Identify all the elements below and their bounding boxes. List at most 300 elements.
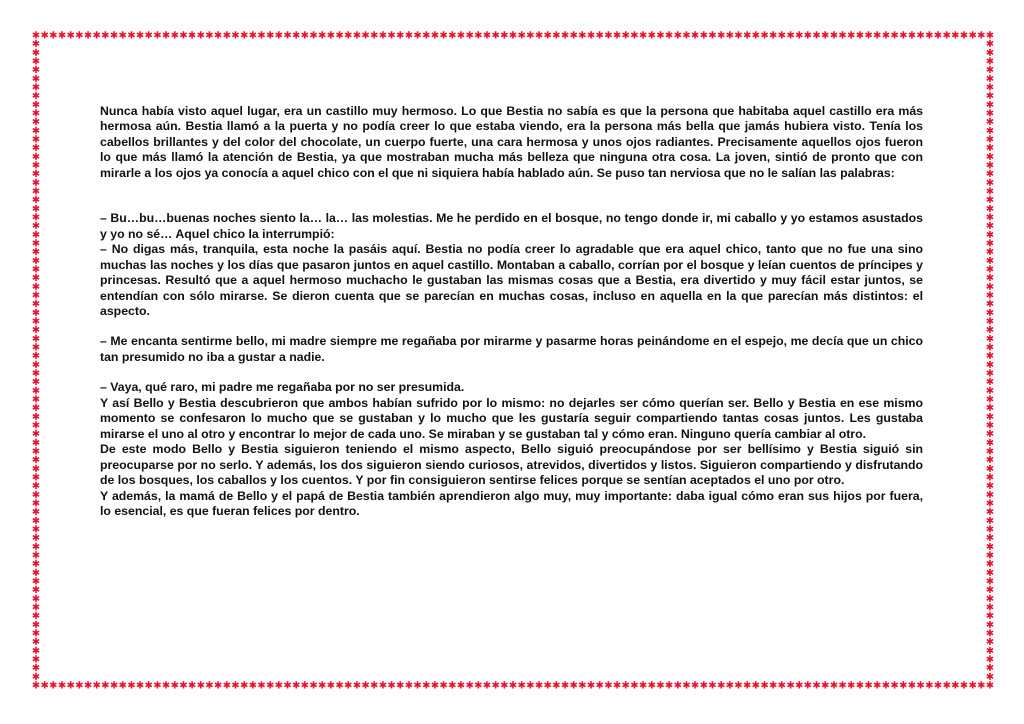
border-star-icon: ✱: [31, 515, 41, 527]
border-star-icon: ✱: [31, 325, 41, 337]
border-star-icon: ✱: [413, 30, 422, 42]
border-star-icon: ✱: [196, 30, 205, 42]
border-star-icon: ✱: [31, 368, 41, 380]
border-star-icon: ✱: [49, 30, 58, 42]
border-star-icon: ✱: [838, 30, 847, 42]
paragraph-spacer: [100, 181, 923, 211]
border-star-icon: ✱: [135, 680, 145, 692]
border-star-icon: ✱: [716, 30, 726, 42]
border-star-icon: ✱: [101, 680, 110, 692]
border-star-icon: ✱: [31, 507, 41, 519]
border-star-icon: ✱: [31, 403, 41, 415]
border-star-icon: ✱: [213, 30, 223, 42]
border-star-icon: ✱: [31, 680, 41, 692]
border-star-icon: ✱: [31, 151, 41, 163]
border-star-icon: ✱: [239, 30, 249, 42]
border-star-icon: ✱: [933, 30, 943, 42]
border-star-icon: ✱: [257, 30, 266, 42]
border-star-icon: ✱: [144, 680, 153, 692]
border-star-icon: ✱: [985, 671, 995, 683]
border-star-icon: ✱: [66, 30, 75, 42]
border-star-icon: ✱: [482, 30, 492, 42]
border-star-icon: ✱: [153, 680, 162, 692]
border-star-icon: ✱: [404, 30, 414, 42]
border-star-icon: ✱: [985, 342, 995, 354]
border-star-icon: ✱: [170, 30, 179, 42]
border-star-icon: ✱: [612, 30, 622, 42]
border-star-icon: ✱: [725, 30, 735, 42]
border-star-icon: ✱: [656, 30, 665, 42]
border-star-icon: ✱: [31, 602, 41, 614]
border-star-icon: ✱: [855, 30, 865, 42]
border-star-icon: ✱: [31, 671, 41, 683]
border-star-icon: ✱: [985, 680, 995, 692]
border-star-icon: ✱: [985, 186, 995, 198]
border-star-icon: ✱: [335, 680, 344, 692]
border-star-icon: ✱: [31, 394, 41, 406]
border-star-icon: ✱: [300, 30, 310, 42]
border-star-icon: ✱: [734, 680, 743, 692]
border-star-icon: ✱: [474, 680, 483, 692]
border-star-icon: ✱: [318, 680, 327, 692]
border-star-icon: ✱: [985, 472, 995, 484]
border-star-icon: ✱: [664, 680, 674, 692]
border-star-icon: ✱: [378, 30, 388, 42]
border-star-icon: ✱: [768, 680, 778, 692]
border-star-icon: ✱: [803, 680, 813, 692]
border-star-icon: ✱: [31, 628, 41, 640]
border-star-icon: ✱: [985, 446, 995, 458]
border-star-icon: ✱: [31, 47, 41, 59]
border-star-icon: ✱: [31, 212, 41, 224]
border-star-icon: ✱: [526, 680, 535, 692]
border-star-icon: ✱: [31, 498, 41, 510]
border-star-icon: ✱: [595, 30, 604, 42]
border-star-icon: ✱: [985, 273, 995, 285]
border-star-icon: ✱: [92, 30, 101, 42]
border-star-icon: ✱: [985, 559, 995, 571]
border-star-icon: ✱: [985, 550, 995, 562]
border-star-icon: ✱: [31, 585, 41, 597]
border-star-icon: ✱: [31, 169, 41, 181]
border-star-icon: ✱: [586, 680, 596, 692]
border-star-icon: ✱: [31, 619, 41, 631]
border-star-icon: ✱: [31, 533, 41, 545]
border-star-icon: ✱: [881, 30, 891, 42]
border-star-icon: ✱: [716, 680, 726, 692]
border-star-icon: ✱: [31, 333, 41, 345]
border-star-icon: ✱: [31, 281, 41, 293]
border-star-icon: ✱: [985, 611, 995, 623]
border-star-icon: ✱: [985, 255, 995, 267]
border-star-icon: ✱: [344, 30, 353, 42]
border-star-icon: ✱: [647, 680, 656, 692]
border-star-icon: ✱: [985, 151, 995, 163]
border-star-icon: ✱: [309, 30, 318, 42]
border-star-icon: ✱: [890, 30, 899, 42]
border-star-icon: ✱: [31, 273, 41, 285]
border-star-icon: ✱: [387, 30, 396, 42]
border-star-icon: ✱: [578, 680, 587, 692]
border-star-icon: ✱: [847, 30, 856, 42]
border-star-icon: ✱: [985, 39, 995, 51]
border-star-icon: ✱: [899, 30, 908, 42]
border-star-icon: ✱: [430, 30, 440, 42]
border-star-icon: ✱: [309, 680, 318, 692]
border-star-icon: ✱: [985, 368, 995, 380]
border-star-icon: ✱: [31, 637, 41, 649]
border-star-icon: ✱: [985, 385, 995, 397]
border-star-icon: ✱: [179, 30, 188, 42]
border-star-icon: ✱: [179, 680, 188, 692]
border-star-icon: ✱: [49, 680, 58, 692]
border-star-icon: ✱: [222, 680, 231, 692]
border-star-icon: ✱: [31, 299, 41, 311]
paragraph-spacer: [100, 319, 923, 334]
border-star-icon: ✱: [396, 680, 405, 692]
border-star-icon: ✱: [31, 195, 41, 207]
border-star-icon: ✱: [222, 30, 231, 42]
border-star-icon: ✱: [899, 680, 908, 692]
border-star-icon: ✱: [985, 73, 995, 85]
border-star-icon: ✱: [621, 30, 630, 42]
border-star-icon: ✱: [812, 30, 821, 42]
border-star-icon: ✱: [985, 177, 995, 189]
border-star-icon: ✱: [951, 680, 960, 692]
border-star-icon: ✱: [31, 229, 41, 241]
border-star-icon: ✱: [985, 654, 995, 666]
border-star-icon: ✱: [517, 680, 526, 692]
border-star-icon: ✱: [586, 30, 596, 42]
border-star-icon: ✱: [985, 515, 995, 527]
border-star-icon: ✱: [985, 403, 995, 415]
border-star-icon: ✱: [248, 680, 258, 692]
border-star-icon: ✱: [31, 463, 41, 475]
border-star-icon: ✱: [153, 30, 162, 42]
border-star-icon: ✱: [638, 30, 648, 42]
border-star-icon: ✱: [265, 30, 275, 42]
border-star-icon: ✱: [985, 56, 995, 68]
border-star-icon: ✱: [925, 30, 934, 42]
border-star-icon: ✱: [291, 30, 301, 42]
border-star-icon: ✱: [751, 680, 761, 692]
border-star-icon: ✱: [318, 30, 327, 42]
border-star-icon: ✱: [439, 680, 448, 692]
border-star-icon: ✱: [404, 680, 414, 692]
border-star-icon: ✱: [985, 507, 995, 519]
border-star-icon: ✱: [985, 143, 995, 155]
border-star-icon: ✱: [326, 30, 336, 42]
border-star-icon: ✱: [248, 30, 258, 42]
border-star-icon: ✱: [664, 30, 674, 42]
border-star-icon: ✱: [951, 30, 960, 42]
border-star-icon: ✱: [829, 30, 839, 42]
border-star-icon: ✱: [907, 30, 917, 42]
border-star-icon: ✱: [491, 680, 500, 692]
border-star-icon: ✱: [907, 680, 917, 692]
border-star-icon: ✱: [31, 420, 41, 432]
border-star-icon: ✱: [838, 680, 847, 692]
border-star-icon: ✱: [31, 125, 41, 137]
border-star-icon: ✱: [500, 30, 509, 42]
border-star-icon: ✱: [40, 680, 49, 692]
border-star-icon: ✱: [985, 125, 995, 137]
border-star-icon: ✱: [370, 30, 379, 42]
border-star-icon: ✱: [439, 30, 448, 42]
border-star-icon: ✱: [283, 30, 292, 42]
border-star-icon: ✱: [231, 30, 240, 42]
border-star-icon: ✱: [985, 394, 995, 406]
border-star-icon: ✱: [760, 680, 769, 692]
border-star-icon: ✱: [57, 680, 67, 692]
border-star-icon: ✱: [482, 680, 492, 692]
border-star-icon: ✱: [621, 680, 630, 692]
border-star-icon: ✱: [985, 117, 995, 129]
border-star-icon: ✱: [396, 30, 405, 42]
border-star-icon: ✱: [630, 30, 639, 42]
border-star-icon: ✱: [161, 680, 171, 692]
border-star-icon: ✱: [985, 195, 995, 207]
border-star-icon: ✱: [118, 680, 127, 692]
border-star-icon: ✱: [630, 680, 639, 692]
border-star-icon: ✱: [231, 680, 240, 692]
border-star-icon: ✱: [109, 30, 119, 42]
paragraph-parents-lesson: Y además, la mamá de Bello y el papá de Bestia también aprendieron algo muy, muy importante: daba igual cómo eran sus hijos por fuera, lo esencial, es que fueran felices por dentro.: [100, 488, 923, 518]
border-star-icon: ✱: [985, 30, 995, 42]
border-star-icon: ✱: [31, 654, 41, 666]
border-star-icon: ✱: [985, 420, 995, 432]
paragraph-greeting-dialogue: – Bu…bu…buenas noches siento la… la… las molestias. Me he perdido en el bosque, no tengo donde ir, mi caballo y yo estamos asustados y yo no sé… Aquel chico la interrumpió:: [100, 211, 923, 241]
border-star-icon: ✱: [881, 680, 891, 692]
border-star-icon: ✱: [31, 611, 41, 623]
border-star-icon: ✱: [31, 550, 41, 562]
border-star-icon: ✱: [985, 91, 995, 103]
border-star-icon: ✱: [942, 680, 951, 692]
border-star-icon: ✱: [977, 680, 986, 692]
border-star-icon: ✱: [75, 30, 84, 42]
border-star-icon: ✱: [31, 65, 41, 77]
border-star-icon: ✱: [821, 680, 830, 692]
border-star-icon: ✱: [534, 680, 544, 692]
border-star-icon: ✱: [57, 30, 67, 42]
border-star-icon: ✱: [985, 533, 995, 545]
border-star-icon: ✱: [31, 541, 41, 553]
border-star-icon: ✱: [925, 680, 934, 692]
border-star-icon: ✱: [985, 47, 995, 59]
border-star-icon: ✱: [239, 680, 249, 692]
border-star-icon: ✱: [734, 30, 743, 42]
border-star-icon: ✱: [31, 39, 41, 51]
border-star-icon: ✱: [31, 99, 41, 111]
border-star-icon: ✱: [31, 82, 41, 94]
border-star-icon: ✱: [560, 30, 570, 42]
border-star-icon: ✱: [708, 680, 717, 692]
border-star-icon: ✱: [933, 680, 943, 692]
border-star-icon: ✱: [352, 680, 362, 692]
border-star-icon: ✱: [985, 481, 995, 493]
border-star-icon: ✱: [31, 117, 41, 129]
border-star-icon: ✱: [985, 229, 995, 241]
border-star-icon: ✱: [118, 30, 127, 42]
border-star-icon: ✱: [526, 30, 535, 42]
border-star-icon: ✱: [985, 663, 995, 675]
border-star-icon: ✱: [543, 30, 552, 42]
border-star-icon: ✱: [968, 30, 977, 42]
border-star-icon: ✱: [578, 30, 587, 42]
border-star-icon: ✱: [474, 30, 483, 42]
border-star-icon: ✱: [985, 541, 995, 553]
border-star-icon: ✱: [725, 680, 735, 692]
border-star-icon: ✱: [257, 680, 266, 692]
border-star-icon: ✱: [265, 680, 275, 692]
border-star-icon: ✱: [768, 30, 778, 42]
border-star-icon: ✱: [985, 299, 995, 311]
border-star-icon: ✱: [985, 99, 995, 111]
border-star-icon: ✱: [31, 30, 41, 42]
border-star-icon: ✱: [31, 247, 41, 259]
paragraph-spacer: [100, 365, 923, 380]
border-star-icon: ✱: [422, 680, 431, 692]
border-star-icon: ✱: [31, 186, 41, 198]
border-star-icon: ✱: [170, 680, 179, 692]
border-star-icon: ✱: [83, 30, 93, 42]
border-star-icon: ✱: [985, 619, 995, 631]
border-star-icon: ✱: [31, 429, 41, 441]
border-star-icon: ✱: [985, 108, 995, 120]
border-star-icon: ✱: [31, 576, 41, 588]
border-star-icon: ✱: [985, 498, 995, 510]
border-star-icon: ✱: [682, 680, 691, 692]
border-star-icon: ✱: [274, 30, 284, 42]
border-star-icon: ✱: [31, 524, 41, 536]
border-star-icon: ✱: [552, 680, 561, 692]
border-star-icon: ✱: [760, 30, 769, 42]
border-star-icon: ✱: [387, 680, 396, 692]
border-star-icon: ✱: [31, 481, 41, 493]
border-star-icon: ✱: [890, 680, 899, 692]
border-star-icon: ✱: [465, 680, 474, 692]
border-star-icon: ✱: [31, 377, 41, 389]
border-star-icon: ✱: [31, 663, 41, 675]
paragraph-discovery: Y así Bello y Bestia descubrieron que ambos habían sufrido por lo mismo: no dejarles ser cómo querían ser. Bello y Bestia en ese mismo momento se confesaron lo mucho que se gustaban y lo mucho que les gustaría seguir compartiendo tantas cosas juntos. Les gustaba mirarse el uno al otro y encontrar lo mejor de cada uno. Se miraban y se gustaban tal y cómo eran. Ninguno quería cambiar al otro.: [100, 395, 923, 441]
border-star-icon: ✱: [31, 221, 41, 233]
border-star-icon: ✱: [344, 680, 353, 692]
border-star-icon: ✱: [985, 524, 995, 536]
border-star-icon: ✱: [31, 307, 41, 319]
border-star-icon: ✱: [985, 411, 995, 423]
border-star-icon: ✱: [985, 169, 995, 181]
border-star-icon: ✱: [985, 602, 995, 614]
border-star-icon: ✱: [370, 680, 379, 692]
border-star-icon: ✱: [786, 30, 795, 42]
border-star-icon: ✱: [873, 680, 882, 692]
border-star-icon: ✱: [300, 680, 310, 692]
border-star-icon: ✱: [777, 680, 787, 692]
border-star-icon: ✱: [985, 429, 995, 441]
border-star-icon: ✱: [985, 82, 995, 94]
border-star-icon: ✱: [985, 221, 995, 233]
paragraph-bestia-dialogue: – Vaya, qué raro, mi padre me regañaba por no ser presumida.: [100, 380, 465, 395]
border-star-icon: ✱: [135, 30, 145, 42]
border-star-icon: ✱: [795, 30, 804, 42]
border-star-icon: ✱: [985, 593, 995, 605]
border-star-icon: ✱: [543, 680, 552, 692]
border-star-icon: ✱: [985, 203, 995, 215]
border-star-icon: ✱: [690, 680, 700, 692]
border-star-icon: ✱: [31, 385, 41, 397]
border-star-icon: ✱: [812, 680, 821, 692]
border-star-icon: ✱: [508, 680, 518, 692]
border-star-icon: ✱: [31, 56, 41, 68]
border-star-icon: ✱: [821, 30, 830, 42]
border-star-icon: ✱: [864, 680, 873, 692]
border-star-icon: ✱: [109, 680, 119, 692]
border-star-icon: ✱: [985, 65, 995, 77]
border-star-icon: ✱: [638, 680, 648, 692]
border-star-icon: ✱: [656, 680, 665, 692]
border-star-icon: ✱: [101, 30, 110, 42]
border-star-icon: ✱: [205, 680, 214, 692]
border-star-icon: ✱: [31, 455, 41, 467]
border-star-icon: ✱: [786, 680, 795, 692]
border-star-icon: ✱: [985, 359, 995, 371]
document-body: [100, 104, 923, 519]
border-star-icon: ✱: [352, 30, 362, 42]
border-star-icon: ✱: [283, 680, 292, 692]
border-star-icon: ✱: [448, 680, 457, 692]
border-star-icon: ✱: [985, 264, 995, 276]
border-star-icon: ✱: [31, 177, 41, 189]
border-star-icon: ✱: [560, 680, 570, 692]
border-star-icon: ✱: [534, 30, 544, 42]
border-star-icon: ✱: [31, 567, 41, 579]
border-star-icon: ✱: [465, 30, 474, 42]
border-star-icon: ✱: [83, 680, 93, 692]
border-star-icon: ✱: [985, 281, 995, 293]
border-star-icon: ✱: [708, 30, 717, 42]
border-star-icon: ✱: [985, 455, 995, 467]
border-star-icon: ✱: [968, 680, 977, 692]
border-star-icon: ✱: [985, 316, 995, 328]
paragraph-reply-dialogue: – No digas más, tranquila, esta noche la pasáis aquí. Bestia no podía creer lo agradable que era aquel chico, tanto que no fue una sino muchas las noches y los días que pasaron juntos en aquel castillo. Montaban a caballo, corrían por el bosque y leían cuentos de príncipes y princesas. Resultó que a aquel hermoso muchacho le gustaban las mismas cosas que a Bestia, era divertido y muy fácil estar juntos, se entendían con sólo mirarse. Se dieron cuenta que se parecían en muchas cosas, incluso en aquella en la que parecían más distintos: el aspecto.: [100, 242, 923, 318]
border-star-icon: ✱: [569, 30, 578, 42]
border-star-icon: ✱: [985, 377, 995, 389]
border-star-icon: ✱: [985, 333, 995, 345]
border-star-icon: ✱: [569, 680, 578, 692]
border-star-icon: ✱: [430, 680, 440, 692]
border-star-icon: ✱: [31, 91, 41, 103]
border-star-icon: ✱: [985, 463, 995, 475]
border-star-icon: ✱: [985, 134, 995, 146]
border-star-icon: ✱: [161, 30, 171, 42]
paragraph-castle-arrival: Nunca había visto aquel lugar, era un castillo muy hermoso. Lo que Bestia no sabía es que la persona que habitaba aquel castillo era más hermosa aún. Bestia llamó a la puerta y no podía creer lo que estaba viendo, era la persona más bella que jamás hubiera visto. Tenía los cabellos brillantes y del color del chocolate, un cuerpo fuerte, una cara hermosa y unos ojos radiantes. Precisamente aquellos ojos fueron lo que más llamó la atención de Bestia, ya que mostraban mucha más belleza que ninguna otra cosa. La joven, sintió de pronto que con mirarle a los ojos ya conocía a aquel chico con el que ni siquiera había hablado aún. Se puso tan nerviosa que no le salían las palabras:: [100, 104, 923, 180]
border-star-icon: ✱: [291, 680, 301, 692]
border-star-icon: ✱: [31, 645, 41, 657]
border-star-icon: ✱: [985, 247, 995, 259]
border-star-icon: ✱: [595, 680, 604, 692]
border-star-icon: ✱: [985, 290, 995, 302]
border-star-icon: ✱: [977, 30, 986, 42]
border-star-icon: ✱: [378, 680, 388, 692]
border-star-icon: ✱: [916, 30, 925, 42]
border-star-icon: ✱: [552, 30, 561, 42]
border-star-icon: ✱: [508, 30, 518, 42]
border-star-icon: ✱: [66, 680, 75, 692]
border-star-icon: ✱: [31, 472, 41, 484]
border-star-icon: ✱: [985, 637, 995, 649]
border-star-icon: ✱: [829, 680, 839, 692]
border-star-icon: ✱: [31, 342, 41, 354]
